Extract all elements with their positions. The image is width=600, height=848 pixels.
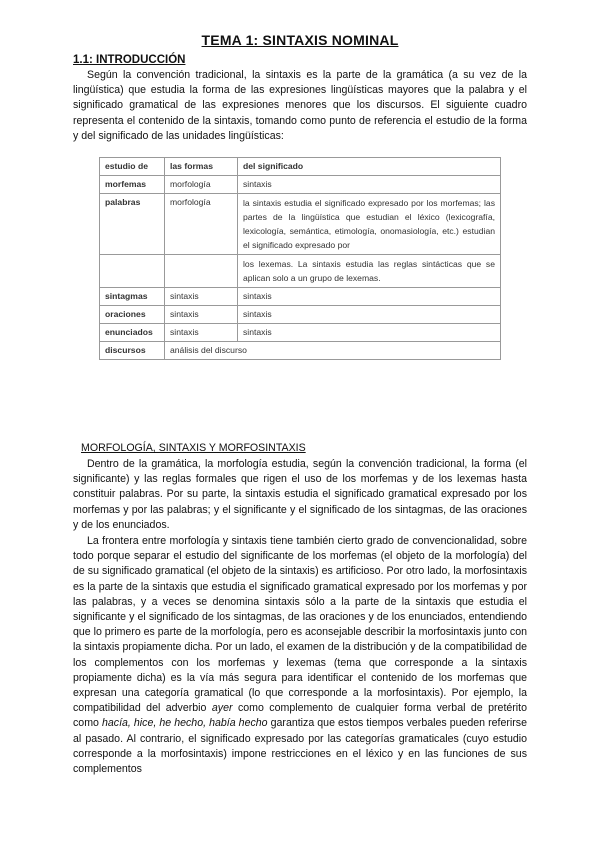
morfologia-paragraph-1: Dentro de la gramática, la morfología estudia, según la convención tradicional, la forma (el significante) y las reglas formales que rigen el uso de los morfemas y de los lexemas hasta constituir palabras. Por su parte, la sintaxis estudia el significado gramatical expresado por los morfemas y por las palabras; y el significante y el significado de los sintagmas, de las oraciones y de los enunciados. [73,458,527,531]
table-cell-meaning: sintaxis [238,324,501,342]
table-cell-meaning: sintaxis [238,306,501,324]
table-cell-forms [165,255,238,288]
paragraph-text: garantiza que estos tiempos verbales pueden referirse al pasado. Al contrario, el significado expresado por las categorías gramaticales (cuyo estudio corresponde a la morfosintaxis) impone restricciones en el léxico y en las funciones de sus complementos [73,717,527,776]
table-cell-forms: morfología [165,194,238,255]
document-title: TEMA 1: SINTAXIS NOMINAL [201,32,399,48]
section-heading-morfologia: MORFOLOGÍA, SINTAXIS Y MORFOSINTAXIS [81,442,306,454]
table-cell-unit: palabras [100,194,165,255]
table-cell-forms: morfología [165,176,238,194]
table-header-cell: las formas [165,158,238,176]
intro-paragraph: Según la convención tradicional, la sintaxis es la parte de la gramática (a su vez de la lingüística) que estudia la forma de las expresiones lingüísticas mayores que la palabra y el significado gramatical de las expresiones menores que los discursos. El siguiente cuadro representa el contenido de la sintaxis, tomando como punto de referencia el estudio de la forma y del significado de las unidades lingüísticas: [73,69,527,142]
table-row [100,255,501,288]
italic-example-verbs: hacía, hice, he hecho, había hecho [101,717,268,730]
section-heading-introduccion: 1.1: INTRODUCCIÓN [73,54,186,66]
syntax-content-table [99,157,501,360]
table-cell-forms: sintaxis [165,306,238,324]
table-header-cell: del significado [238,158,501,176]
table-cell-meaning: los lexemas. La sintaxis estudia las reglas sintácticas que se aplican solo a un grupo de lexemas. [238,255,501,288]
table-cell-forms: análisis del discurso [165,342,501,360]
table-row [100,176,501,194]
table-cell-unit [100,255,165,288]
italic-example-ayer: ayer [211,702,233,715]
table-header-cell: estudio de [100,158,165,176]
table-header-row [100,158,501,176]
paragraph-text: como complemento de cualquier forma verbal de pretérito como [73,702,527,730]
table-row [100,324,501,342]
morfologia-paragraph-2 [73,534,527,777]
table-row [100,288,501,306]
table-row [100,194,501,255]
table-cell-forms: sintaxis [165,288,238,306]
table-cell-unit: oraciones [100,306,165,324]
table-cell-meaning: sintaxis [238,288,501,306]
table-row [100,342,501,360]
table-cell-forms: sintaxis [165,324,238,342]
table-row [100,306,501,324]
paragraph-text: La frontera entre morfología y sintaxis tiene también cierto grado de convencionalidad, sobre todo porque separar el estudio del significante de los morfemas (el objeto de la morfología) del de su significado gramatical (el objeto de la sintaxis) es artificioso. Por otro lado, la morfosintaxis es la parte de la sintaxis que estudia el significado gramatical expresado por los morfemas y por las palabras, y a veces se denomina sintaxis sólo a la parte de la sintaxis que estudia el significante y el significado de los sintagmas, de las oraciones y de los enunciados, entendiendo que lo primero es parte de la morfología, pero es aconsejable describir la morfosintaxis junto con la sintaxis propiamente dicha. Por un lado, el examen de la distribución y de la compatibilidad de los complementos con los morfemas y lexemas (tema que corresponde a la sintaxis propiamente dicha) es la vía más segura para identificar el contenido de los morfemas que expresan una categoría gramatical (lo que corresponde a la morfosintaxis). Por ejemplo, la compatibilidad del adverbio [73,535,528,715]
table-cell-unit: morfemas [100,176,165,194]
table-cell-unit: sintagmas [100,288,165,306]
table-cell-unit: enunciados [100,324,165,342]
table-cell-meaning: la sintaxis estudia el significado expresado por los morfemas; las partes de la lingüística que estudian el léxico (lexicografía, lexicología, semántica, etimología, onomasiología, etc.) estudian el significado expresado por [238,194,501,255]
table-cell-meaning: sintaxis [238,176,501,194]
table-cell-unit: discursos [100,342,165,360]
